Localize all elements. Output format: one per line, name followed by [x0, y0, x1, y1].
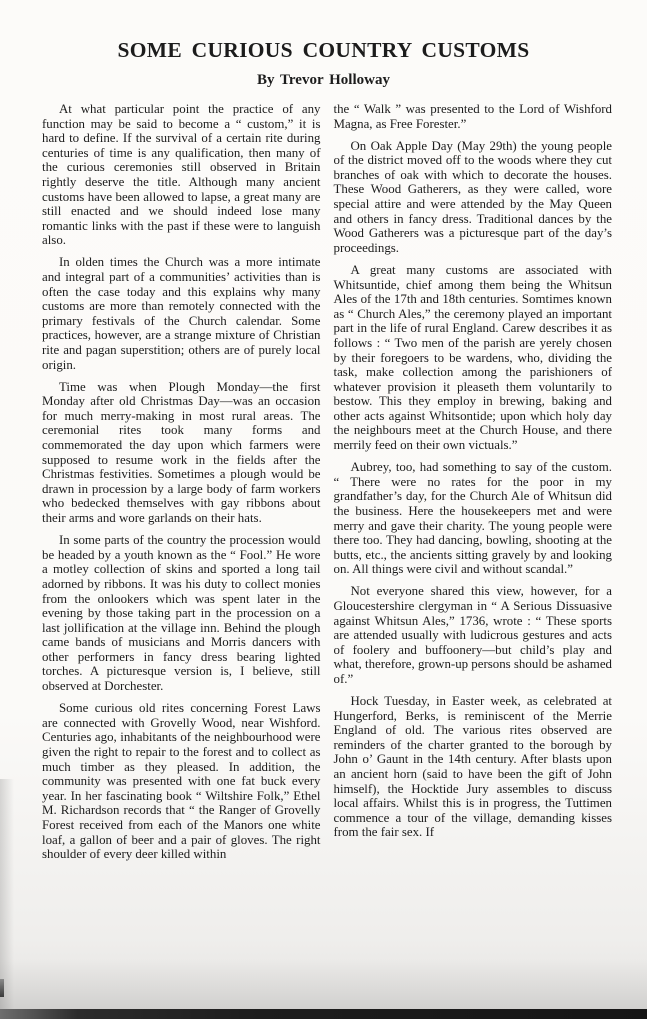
left-column: [42, 102, 321, 974]
paragraph: Some curious old rites concerning Forest Laws are connected with Grovelly Wood, near Wishford. Centuries ago, inhabitants of the neighbourhood were given the right to repair to the forest and to collect as much timber as they pleased. In addition, the community was presented with one fat buck every year. In her fascinating book “ Wiltshire Folk,” Ethel M. Richardson records that “ the Ranger of Grovelly Forest received from each of the Manors one white loaf, a gallon of beer and a pair of gloves. The right shoulder of every deer killed within: [42, 701, 321, 862]
paragraph: A great many customs are associated with Whitsuntide, chief among them being the Whitsun Ales of the 17th and 18th centuries. Somtimes known as “ Church Ales,” the ceremony played an important part in the life of rural England. Carew describes it as follows : “ Two men of the parish are yerely chosen by their foregoers to be wardens, who, dividing the task, make collection among the parishioners of whatever provision it pleaseth them voluntarily to bestow. This they employ in brewing, baking and other acts against Whitsontide; upon which holy day the neighbours meet at the Church House, and there merrily feed on their own victuals.”: [333, 262, 612, 453]
article-columns: [42, 102, 612, 974]
paragraph: Hock Tuesday, in Easter week, as celebrated at Hungerford, Berks, is reminiscent of the Merrie England of old. The various rites observed are reminders of the charter granted to the borough by John o’ Gaunt in the 14th century. After blasts upon an ancient horn (said to have been the gift of John himself), the Hocktide Jury assembles to discuss local affairs. Whilst this is in progress, the Tuttimen commence a tour of the village, demanding kisses from the fair sex. If: [333, 694, 612, 840]
scan-artifact-mark: [0, 979, 4, 997]
paragraph: Aubrey, too, had something to say of the custom. “ There were no rates for the poor in my grandfather’s day, for the Church Ale of Whitsun did the business. Here the housekeepers met and were merry and gave their charity. The young people were there too. They had dancing, bowling, shooting at the butts, etc., the ancients sitting gravely by and looking on. All things were civil and without scandal.”: [333, 460, 612, 577]
paragraph: Not everyone shared this view, however, for a Gloucestershire clergyman in “ A Serious Dissuasive against Whitsun Ales,” 1736, wrote : “ These sports are attended usually with ludicrous gestures and acts of foolery and buffoonery—but child’s play and what, therefore, grown-up persons should be ashamed of.”: [333, 584, 612, 686]
scan-edge-bottom: [0, 1009, 647, 1019]
paragraph: Time was when Plough Monday—the first Monday after old Christmas Day—was an occasion for much merry-making in most rural areas. The ceremonial rites took many forms and commemorated the day upon which farmers were supposed to resume work in the fields after the Christmas festivities. Sometimes a plough would be drawn in procession by a large body of farm workers who bedecked themselves with gay ribbons about their arms and wore garlands on their hats.: [42, 379, 321, 526]
paragraph: At what particular point the practice of any function may be said to become a “ custom,” it is hard to define. If the survival of a certain rite during centuries of time is any qualification, then many of the curious ceremonies still observed in Britain rightly deserve the title. Although many ancient customs have been allowed to lapse, a great many are still enacted and we should indeed lose many romantic links with the past if these were to languish also.: [42, 102, 321, 248]
article-title: SOME CURIOUS COUNTRY CUSTOMS: [117, 38, 530, 62]
paragraph: the “ Walk ” was presented to the Lord of Wishford Magna, as Free Forester.”: [333, 102, 612, 131]
paragraph: In some parts of the country the procession would be headed by a youth known as the “ Fool.” He wore a motley collection of skins and sported a long tail adorned by ribbons. It was his duty to collect monies from the onlookers which was spent later in the evening by those taking part in the procession on a last jollification at the village inn. Behind the plough came bands of musicians and Morris dancers with other performers in fancy dress bearing lighted torches. A picturesque version is, I believe, still observed at Dorchester.: [42, 533, 321, 694]
masthead: [0, 0, 647, 89]
paragraph: In olden times the Church was a more intimate and integral part of a communities’ activities than is often the case today and this explains why many customs are more than remotely connected with the primary festivals of the Church calendar. Some practices, however, are a strange mixture of Christian rite and pagan superstition; others are of purely local origin.: [42, 255, 321, 372]
right-column: [334, 102, 613, 974]
paragraph: On Oak Apple Day (May 29th) the young people of the district moved off to the woods where they cut branches of oak with which to decorate the houses. These Wood Gatherers, as they were called, wore special attire and were attended by the May Queen and others in fancy dress. Traditional dances by the Wood Gatherers was a picturesque part of the day’s proceedings.: [333, 138, 612, 255]
scan-shadow-left: [0, 779, 14, 1009]
article-byline: By Trevor Holloway: [257, 72, 390, 88]
